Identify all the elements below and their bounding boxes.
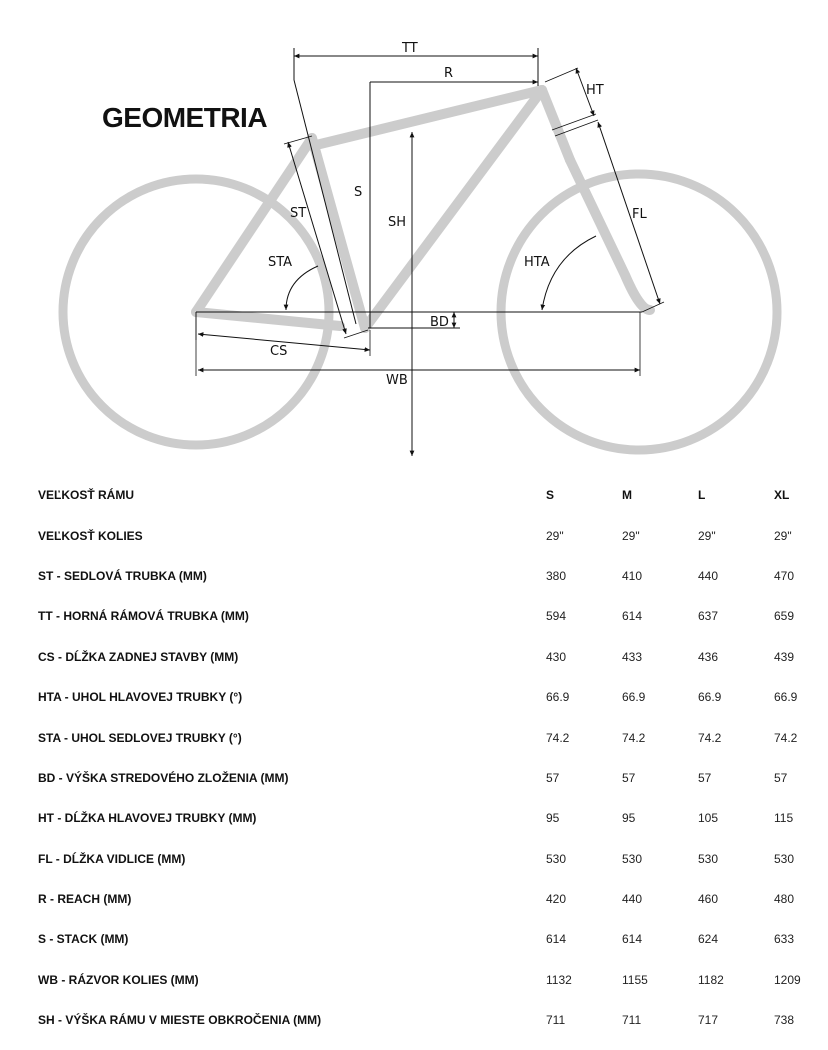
cell-value: 57 bbox=[698, 770, 712, 785]
cell-value: 460 bbox=[698, 892, 719, 907]
table-row bbox=[38, 596, 824, 636]
cell-value: 1182 bbox=[698, 972, 724, 987]
cell-value: 420 bbox=[546, 892, 567, 907]
row-label: BD - VÝŠKA STREDOVÉHO ZLOŽENIA (MM) bbox=[38, 770, 289, 785]
cell-value: 614 bbox=[622, 932, 643, 947]
label-bd: BD bbox=[430, 315, 449, 330]
label-st: ST bbox=[290, 206, 307, 221]
cell-value: 637 bbox=[698, 609, 719, 624]
cell-value: 614 bbox=[622, 609, 643, 624]
label-ht: HT bbox=[586, 83, 604, 98]
row-label: VEĽKOSŤ KOLIES bbox=[38, 528, 143, 543]
label-cs: CS bbox=[270, 344, 288, 359]
cell-value: 624 bbox=[698, 932, 719, 947]
cell-value: 738 bbox=[774, 1013, 795, 1028]
cell-value: 74.2 bbox=[774, 730, 798, 745]
header-size-l: L bbox=[698, 488, 706, 503]
cell-value: 1155 bbox=[622, 972, 648, 987]
cell-value: 433 bbox=[622, 649, 643, 664]
cell-value: 530 bbox=[774, 851, 795, 866]
table-row bbox=[38, 879, 824, 919]
table-row bbox=[38, 919, 824, 959]
cell-value: 530 bbox=[698, 851, 719, 866]
cell-value: 95 bbox=[546, 811, 560, 826]
label-sh: SH bbox=[388, 215, 407, 230]
cell-value: 57 bbox=[622, 770, 636, 785]
cell-value: 1132 bbox=[546, 972, 572, 987]
cell-value: 430 bbox=[546, 649, 567, 664]
row-label: WB - RÁZVOR KOLIES (MM) bbox=[38, 972, 199, 987]
row-label: HTA - UHOL HLAVOVEJ TRUBKY (°) bbox=[38, 690, 243, 705]
cell-value: 29" bbox=[698, 528, 716, 543]
cell-value: 436 bbox=[698, 649, 719, 664]
table-row bbox=[38, 515, 824, 555]
cell-value: 95 bbox=[622, 811, 636, 826]
table-row bbox=[38, 637, 824, 677]
table-row bbox=[38, 839, 824, 879]
row-label: HT - DĹŽKA HLAVOVEJ TRUBKY (MM) bbox=[38, 811, 257, 826]
bike-geometry-diagram bbox=[0, 0, 828, 470]
geometry-table bbox=[38, 475, 824, 1040]
table-header-row bbox=[38, 475, 824, 515]
cell-value: 711 bbox=[546, 1013, 566, 1028]
cell-value: 74.2 bbox=[622, 730, 646, 745]
label-s: S bbox=[354, 185, 363, 200]
cell-value: 717 bbox=[698, 1013, 719, 1028]
cell-value: 380 bbox=[546, 568, 567, 583]
cell-value: 57 bbox=[774, 770, 788, 785]
cell-value: 530 bbox=[622, 851, 643, 866]
cell-value: 115 bbox=[774, 811, 794, 826]
header-size-s: S bbox=[546, 488, 555, 503]
cell-value: 633 bbox=[774, 932, 795, 947]
row-label: TT - HORNÁ RÁMOVÁ TRUBKA (MM) bbox=[38, 609, 249, 624]
table-row bbox=[38, 717, 824, 757]
label-sta: STA bbox=[268, 255, 293, 270]
table-row bbox=[38, 960, 824, 1000]
cell-value: 29" bbox=[546, 528, 564, 543]
row-label: S - STACK (MM) bbox=[38, 932, 129, 947]
cell-value: 66.9 bbox=[774, 690, 798, 705]
table-row bbox=[38, 1000, 824, 1040]
row-label: STA - UHOL SEDLOVEJ TRUBKY (°) bbox=[38, 730, 242, 745]
table-row bbox=[38, 758, 824, 798]
cell-value: 410 bbox=[622, 568, 643, 583]
table-row bbox=[38, 677, 824, 717]
cell-value: 66.9 bbox=[546, 690, 570, 705]
cell-value: 594 bbox=[546, 609, 567, 624]
table-row bbox=[38, 798, 824, 838]
page-title: GEOMETRIA bbox=[102, 102, 268, 133]
row-label: ST - SEDLOVÁ TRUBKA (MM) bbox=[38, 568, 207, 583]
cell-value: 29" bbox=[774, 528, 792, 543]
cell-value: 1209 bbox=[774, 972, 801, 987]
header-frame-size: VEĽKOSŤ RÁMU bbox=[38, 488, 134, 503]
row-label: CS - DĹŽKA ZADNEJ STAVBY (MM) bbox=[38, 649, 239, 664]
cell-value: 530 bbox=[546, 851, 567, 866]
label-tt: TT bbox=[402, 41, 418, 56]
cell-value: 74.2 bbox=[546, 730, 570, 745]
header-size-xl: XL bbox=[774, 488, 790, 503]
header-size-m: M bbox=[622, 488, 632, 503]
cell-value: 470 bbox=[774, 568, 795, 583]
label-r: R bbox=[444, 66, 454, 81]
row-label: FL - DĹŽKA VIDLICE (MM) bbox=[38, 851, 186, 866]
label-wb: WB bbox=[386, 373, 408, 388]
cell-value: 439 bbox=[774, 649, 795, 664]
cell-value: 440 bbox=[622, 892, 643, 907]
row-label: SH - VÝŠKA RÁMU V MIESTE OBKROČENIA (MM) bbox=[38, 1013, 322, 1028]
cell-value: 57 bbox=[546, 770, 560, 785]
cell-value: 105 bbox=[698, 811, 719, 826]
cell-value: 480 bbox=[774, 892, 795, 907]
cell-value: 66.9 bbox=[698, 690, 722, 705]
row-label: R - REACH (MM) bbox=[38, 892, 132, 907]
cell-value: 66.9 bbox=[622, 690, 646, 705]
cell-value: 711 bbox=[622, 1013, 642, 1028]
label-fl: FL bbox=[632, 207, 647, 222]
cell-value: 614 bbox=[546, 932, 567, 947]
label-hta: HTA bbox=[524, 255, 550, 270]
cell-value: 74.2 bbox=[698, 730, 722, 745]
cell-value: 29" bbox=[622, 528, 640, 543]
cell-value: 440 bbox=[698, 568, 719, 583]
table-row bbox=[38, 556, 824, 596]
cell-value: 659 bbox=[774, 609, 795, 624]
